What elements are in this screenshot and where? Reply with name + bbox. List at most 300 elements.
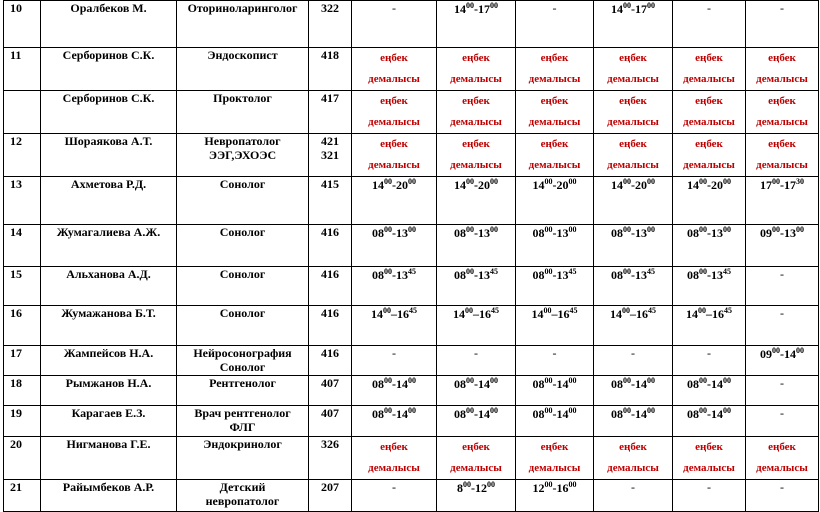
leave-cell [516, 437, 594, 480]
time-part: 00 [796, 225, 804, 234]
time-part: –16 [473, 307, 491, 321]
specialty-line: Врач рентгенолог [194, 406, 291, 420]
leave-text: демалысы [450, 73, 502, 85]
time-part: -14 [631, 377, 647, 391]
leave-text: демалысы [528, 73, 581, 85]
time-part: 45 [490, 267, 498, 276]
time-part: 00 [384, 267, 392, 276]
time-cell [437, 480, 516, 512]
leave-cell [746, 437, 819, 480]
doctor-name: Райымбеков А.Р. [41, 480, 177, 512]
doctor-name: Альханова А.Д. [41, 267, 177, 306]
time-part: -13 [392, 226, 408, 240]
table-row [4, 306, 819, 346]
room-cell [309, 346, 352, 376]
leave-text: еңбек [768, 138, 796, 150]
leave-cell [437, 91, 516, 134]
room-cell [309, 437, 352, 480]
time-part: 45 [724, 306, 732, 315]
specialty-cell [177, 267, 309, 306]
empty-cell: - [516, 1, 594, 48]
time-cell [746, 225, 819, 267]
room-cell [309, 480, 352, 512]
time-part: 00 [466, 406, 474, 415]
time-part: 08 [687, 226, 699, 240]
time-part: 08 [687, 407, 699, 421]
time-part: 08 [454, 226, 466, 240]
doctor-name: Жумагалиева А.Ж. [41, 225, 177, 267]
leave-text: еңбек [380, 52, 408, 64]
leave-text: еңбек [695, 95, 723, 107]
row-number: 10 [4, 1, 41, 48]
doctor-name: Шораякова А.Т. [41, 134, 177, 177]
time-part: 00 [647, 177, 655, 186]
time-cell [352, 267, 437, 306]
time-part: 00 [408, 376, 416, 385]
leave-text: демалысы [756, 73, 808, 85]
time-part: 14 [371, 307, 383, 321]
specialty-line: Эндокринолог [203, 437, 282, 451]
specialty-cell [177, 406, 309, 437]
empty-cell: - [673, 346, 746, 376]
time-part: 08 [454, 377, 466, 391]
time-part: 00 [466, 225, 474, 234]
leave-text: демалысы [368, 159, 420, 171]
room-cell [309, 1, 352, 48]
time-part: -14 [631, 407, 647, 421]
time-cell [352, 376, 437, 406]
time-part: 00 [699, 406, 707, 415]
time-part: 08 [687, 268, 699, 282]
empty-cell: - [352, 346, 437, 376]
time-part: -13 [474, 226, 490, 240]
room-cell [309, 376, 352, 406]
time-part: 00 [699, 177, 707, 186]
doctor-name: Серборинов С.К. [41, 48, 177, 91]
time-part: 00 [647, 1, 655, 10]
time-part: -20 [474, 178, 490, 192]
empty-cell: - [594, 480, 673, 512]
time-part: 00 [568, 480, 577, 489]
time-part: 45 [491, 306, 499, 315]
time-part: 8 [457, 481, 463, 495]
time-part: 00 [544, 376, 553, 385]
time-part: 00 [465, 306, 473, 315]
time-part: 00 [699, 376, 707, 385]
time-part: –16 [706, 307, 724, 321]
leave-text: демалысы [756, 116, 808, 128]
row-number: 14 [4, 225, 41, 267]
time-cell [437, 376, 516, 406]
time-part: -13 [474, 268, 490, 282]
leave-text: еңбек [695, 52, 723, 64]
leave-cell [594, 134, 673, 177]
leave-text: демалысы [607, 73, 659, 85]
time-cell [352, 177, 437, 225]
room-number: 421 [321, 134, 339, 148]
room-cell [309, 48, 352, 91]
leave-text: демалысы [368, 462, 420, 474]
time-part: 08 [372, 268, 384, 282]
empty-cell: - [746, 1, 819, 48]
room-cell [309, 177, 352, 225]
doctor-name: Рымжанов Н.А. [41, 376, 177, 406]
table-row [4, 48, 819, 91]
leave-text: еңбек [540, 95, 569, 107]
time-part: 00 [384, 225, 392, 234]
leave-cell [437, 437, 516, 480]
specialty-line: невропатолог [205, 494, 280, 508]
empty-cell: - [437, 346, 516, 376]
time-cell [516, 406, 594, 437]
row-number: 18 [4, 376, 41, 406]
time-part: 00 [723, 376, 731, 385]
table-row [4, 91, 819, 134]
time-part: 00 [408, 225, 416, 234]
leave-text: демалысы [450, 116, 502, 128]
room-cell [309, 267, 352, 306]
time-part: 08 [454, 268, 466, 282]
time-cell [516, 306, 594, 346]
time-cell [437, 225, 516, 267]
specialty-line: Проктолог [213, 91, 272, 105]
time-cell [746, 177, 819, 225]
time-part: 08 [611, 268, 623, 282]
leave-cell [594, 48, 673, 91]
leave-text: еңбек [619, 138, 647, 150]
time-part: 00 [796, 346, 804, 355]
leave-cell [673, 48, 746, 91]
leave-text: еңбек [462, 52, 490, 64]
time-part: 00 [772, 177, 780, 186]
room-number: 407 [321, 406, 339, 420]
time-part: 00 [544, 406, 553, 415]
time-cell [437, 1, 516, 48]
leave-text: демалысы [607, 116, 659, 128]
time-part: -20 [392, 178, 408, 192]
leave-text: еңбек [619, 441, 647, 453]
time-part: -17 [474, 2, 490, 16]
time-cell [437, 267, 516, 306]
leave-cell [673, 91, 746, 134]
doctor-name: Ахметова Р.Д. [41, 177, 177, 225]
specialty-line: Сонолог [219, 177, 266, 191]
leave-cell [437, 48, 516, 91]
leave-cell [352, 134, 437, 177]
time-part: 00 [490, 376, 498, 385]
time-part: -17 [631, 2, 647, 16]
time-part: 00 [698, 306, 706, 315]
table-row [4, 376, 819, 406]
leave-cell [673, 134, 746, 177]
time-part: 08 [454, 407, 466, 421]
leave-cell [437, 134, 516, 177]
time-part: 00 [622, 306, 630, 315]
time-part: -13 [552, 268, 569, 282]
leave-text: демалысы [607, 462, 659, 474]
table-row [4, 134, 819, 177]
time-part: 00 [568, 406, 577, 415]
time-part: 00 [723, 177, 731, 186]
time-part: 00 [466, 376, 474, 385]
leave-cell [746, 134, 819, 177]
time-cell [594, 1, 673, 48]
time-part: -13 [707, 268, 723, 282]
room-number: 416 [321, 267, 339, 281]
room-number: 416 [321, 346, 339, 360]
time-part: -14 [552, 377, 569, 391]
empty-cell: - [673, 480, 746, 512]
time-part: -20 [631, 178, 647, 192]
specialty-line: ФЛГ [229, 420, 256, 434]
leave-text: демалысы [756, 159, 808, 171]
row-number: 15 [4, 267, 41, 306]
table-row [4, 437, 819, 480]
leave-text: еңбек [540, 52, 569, 64]
leave-cell [516, 91, 594, 134]
room-number: 321 [321, 148, 339, 162]
leave-text: демалысы [756, 462, 808, 474]
leave-text: еңбек [540, 441, 569, 453]
time-part: -14 [707, 377, 723, 391]
time-part: 45 [409, 306, 417, 315]
table-row [4, 480, 819, 512]
time-part: 14 [454, 178, 466, 192]
room-cell [309, 406, 352, 437]
time-cell [516, 376, 594, 406]
time-part: 00 [408, 177, 416, 186]
leave-text: еңбек [768, 95, 796, 107]
time-cell [516, 267, 594, 306]
time-part: 00 [466, 267, 474, 276]
room-number: 326 [321, 437, 339, 451]
time-part: -14 [780, 347, 796, 361]
time-part: 08 [372, 226, 384, 240]
doctor-name: Серборинов С.К. [41, 91, 177, 134]
time-part: -14 [392, 407, 408, 421]
doctor-name: Карагаев Е.З. [41, 406, 177, 437]
empty-cell: - [516, 346, 594, 376]
specialty-line: Эндоскопист [207, 48, 278, 62]
time-part: 08 [687, 377, 699, 391]
row-number: 19 [4, 406, 41, 437]
specialty-line: Сонолог [219, 267, 266, 281]
room-number: 418 [321, 48, 339, 62]
time-part: 00 [647, 406, 655, 415]
empty-cell: - [673, 1, 746, 48]
time-part: -20 [707, 178, 723, 192]
row-number: 21 [4, 480, 41, 512]
room-cell [309, 134, 352, 177]
leave-text: еңбек [462, 95, 490, 107]
time-cell [516, 177, 594, 225]
time-part: 08 [532, 377, 545, 391]
specialty-cell [177, 134, 309, 177]
row-number: 17 [4, 346, 41, 376]
time-cell [352, 406, 437, 437]
time-cell [673, 225, 746, 267]
time-part: 00 [490, 1, 498, 10]
empty-cell: - [352, 480, 437, 512]
specialty-cell [177, 1, 309, 48]
time-part: 09 [760, 347, 772, 361]
leave-cell [673, 437, 746, 480]
leave-text: демалысы [368, 116, 420, 128]
time-cell [594, 406, 673, 437]
empty-cell: - [746, 480, 819, 512]
room-cell [309, 91, 352, 134]
room-number: 207 [321, 480, 339, 494]
empty-cell: - [352, 1, 437, 48]
time-cell [437, 177, 516, 225]
time-part: 00 [544, 225, 553, 234]
leave-text: еңбек [619, 95, 647, 107]
leave-cell [516, 48, 594, 91]
room-cell [309, 225, 352, 267]
room-cell [309, 306, 352, 346]
time-part: 14 [454, 2, 466, 16]
time-part: 45 [408, 267, 416, 276]
room-number: 417 [321, 91, 339, 105]
time-part: 00 [723, 406, 731, 415]
leave-text: еңбек [619, 52, 647, 64]
doctor-name: Жампейсов Н.А. [41, 346, 177, 376]
time-part: 14 [611, 178, 623, 192]
leave-text: еңбек [380, 138, 408, 150]
table-row [4, 346, 819, 376]
time-part: 17 [760, 178, 772, 192]
time-part: 00 [568, 225, 577, 234]
leave-cell [516, 134, 594, 177]
time-part: 45 [569, 306, 578, 315]
leave-text: еңбек [768, 52, 796, 64]
leave-text: еңбек [695, 441, 723, 453]
room-number: 322 [321, 1, 339, 15]
time-part: 00 [647, 376, 655, 385]
time-part: 45 [648, 306, 656, 315]
time-cell [437, 406, 516, 437]
leave-text: демалысы [450, 159, 502, 171]
time-part: 08 [611, 407, 623, 421]
schedule-table [3, 0, 819, 512]
time-part: 30 [796, 177, 804, 186]
time-part: 00 [568, 177, 577, 186]
time-part: 08 [611, 377, 623, 391]
table-row [4, 406, 819, 437]
leave-cell [746, 48, 819, 91]
time-part: 00 [543, 306, 552, 315]
time-part: 08 [372, 377, 384, 391]
time-part: 00 [623, 406, 631, 415]
time-part: 14 [372, 178, 384, 192]
specialty-line: Нейросонография [193, 346, 292, 360]
time-part: 00 [384, 177, 392, 186]
time-part: 00 [490, 406, 498, 415]
time-cell [673, 406, 746, 437]
specialty-line: Сонолог [219, 360, 266, 374]
time-part: -13 [392, 268, 408, 282]
time-cell [352, 225, 437, 267]
specialty-line: Рентгенолог [209, 376, 276, 390]
time-cell [746, 346, 819, 376]
time-cell [673, 177, 746, 225]
leave-text: демалысы [528, 462, 581, 474]
specialty-line: Сонолог [219, 225, 266, 239]
leave-text: демалысы [683, 159, 735, 171]
specialty-line: Детский [219, 480, 266, 494]
leave-text: демалысы [683, 462, 735, 474]
time-part: 00 [408, 406, 416, 415]
time-part: 08 [532, 268, 545, 282]
time-part: -12 [471, 481, 487, 495]
leave-cell [352, 48, 437, 91]
row-number: 16 [4, 306, 41, 346]
leave-cell [352, 437, 437, 480]
leave-text: еңбек [462, 138, 490, 150]
table-row [4, 1, 819, 48]
time-part: -13 [631, 268, 647, 282]
time-part: 00 [623, 267, 631, 276]
specialty-cell [177, 177, 309, 225]
time-part: 00 [544, 267, 553, 276]
specialty-line: ЭЭГ,ЭХОЭС [208, 148, 277, 162]
row-number: 20 [4, 437, 41, 480]
leave-cell [594, 91, 673, 134]
time-part: -14 [474, 377, 490, 391]
table-row [4, 267, 819, 306]
time-part: -13 [552, 226, 569, 240]
specialty-cell [177, 437, 309, 480]
time-part: -16 [552, 481, 569, 495]
empty-cell: - [746, 306, 819, 346]
leave-text: еңбек [380, 95, 408, 107]
time-part: -20 [552, 178, 569, 192]
time-part: 00 [544, 480, 553, 489]
room-number: 407 [321, 376, 339, 390]
time-part: 14 [531, 307, 544, 321]
time-part: 00 [699, 225, 707, 234]
specialty-cell [177, 91, 309, 134]
specialty-cell [177, 480, 309, 512]
room-number: 416 [321, 306, 339, 320]
doctor-name: Оралбеков М. [41, 1, 177, 48]
specialty-line: Оториноларинголог [187, 1, 298, 15]
time-cell [516, 480, 594, 512]
time-cell [594, 376, 673, 406]
time-part: 09 [760, 226, 772, 240]
time-part: 08 [532, 407, 545, 421]
row-number: 13 [4, 177, 41, 225]
time-part: 00 [544, 177, 553, 186]
time-part: 00 [699, 267, 707, 276]
time-part: 00 [623, 177, 631, 186]
doctor-name: Нигманова Г.Е. [41, 437, 177, 480]
time-part: 14 [686, 307, 698, 321]
leave-text: демалысы [683, 73, 735, 85]
leave-text: еңбек [695, 138, 723, 150]
time-part: 00 [623, 1, 631, 10]
leave-text: еңбек [380, 441, 408, 453]
leave-text: демалысы [450, 462, 502, 474]
row-number [4, 91, 41, 134]
room-number: 415 [321, 177, 339, 191]
empty-cell: - [746, 406, 819, 437]
time-part: -14 [474, 407, 490, 421]
time-part: 14 [610, 307, 622, 321]
time-part: 00 [463, 480, 471, 489]
time-cell [594, 267, 673, 306]
time-part: 00 [384, 406, 392, 415]
